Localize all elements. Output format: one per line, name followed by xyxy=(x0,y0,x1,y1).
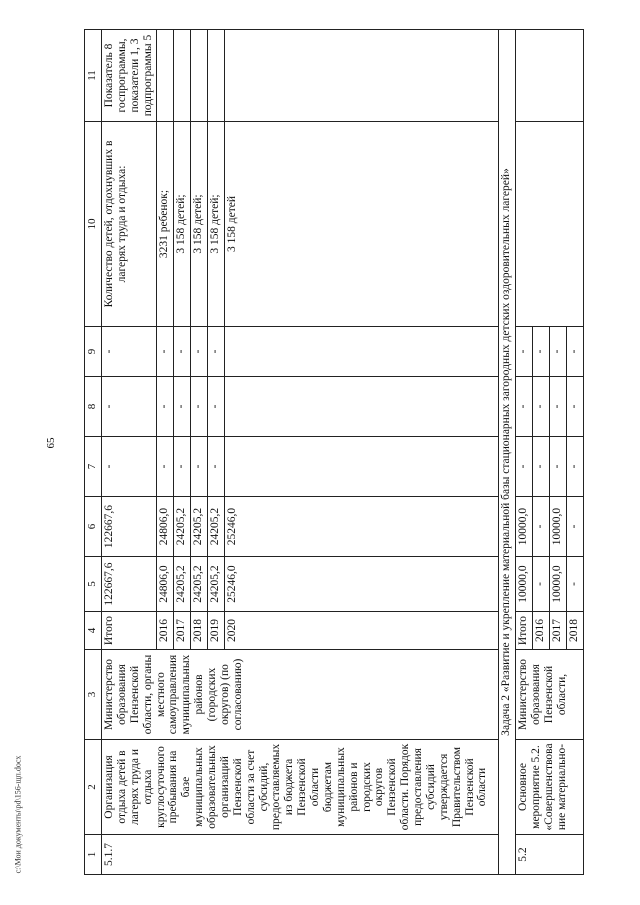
rotated-table-wrapper xyxy=(84,30,580,875)
total-label: Итого xyxy=(102,612,157,650)
row-number: 5.2 xyxy=(516,835,584,875)
header-cell: 5 xyxy=(85,557,102,612)
value-cell: 10000,0 xyxy=(516,497,533,557)
header-cell: 9 xyxy=(85,327,102,377)
value-cell: 24205,2 xyxy=(173,497,190,557)
indicator-cell: 3 158 детей; xyxy=(173,122,190,327)
value-cell: - xyxy=(516,437,533,497)
header-row xyxy=(85,30,102,875)
value-cell: - xyxy=(156,377,173,437)
year-cell: Итого xyxy=(516,612,533,650)
year-cell: 2017 xyxy=(173,612,190,650)
empty-cell xyxy=(224,30,241,122)
value-cell: - xyxy=(173,437,190,497)
value-cell: - xyxy=(516,377,533,437)
empty-cell xyxy=(241,377,499,437)
value-cell: - xyxy=(567,557,584,612)
year-cell: 2018 xyxy=(190,612,207,650)
empty-cell xyxy=(241,612,499,650)
indicator-cell: 3 158 детей; xyxy=(190,122,207,327)
footer-file-path: c:\Мои документы\pd\156-щп.docx xyxy=(13,755,23,874)
goal-reference: Показатель 8 госпрограммы, показатели 1, 3 подпрограммы 5 xyxy=(102,30,157,122)
value-cell: - xyxy=(550,377,567,437)
total-col8: - xyxy=(102,377,157,437)
empty-cell xyxy=(190,30,207,122)
indicator-cell: 3 158 детей; xyxy=(207,122,224,327)
value-cell: - xyxy=(533,437,550,497)
value-cell: 24806,0 xyxy=(156,497,173,557)
value-cell: - xyxy=(207,437,224,497)
value-cell xyxy=(224,437,241,497)
value-cell: - xyxy=(173,327,190,377)
value-cell: - xyxy=(190,327,207,377)
empty-cell xyxy=(241,557,499,612)
empty-cell xyxy=(241,327,499,377)
value-cell xyxy=(224,327,241,377)
value-cell xyxy=(224,377,241,437)
empty-cell xyxy=(156,30,173,122)
table-row xyxy=(102,30,157,875)
value-cell: 24806,0 xyxy=(156,557,173,612)
measure-name: Основное мероприятие 5.2. «Совершенствова ние материально- xyxy=(516,740,584,835)
table-sheet xyxy=(84,30,580,875)
value-cell: - xyxy=(550,327,567,377)
executor: Министерство образования Пензенской области, органы местного самоуправления муниципальных районов (городских округов) (по согласованию) xyxy=(102,650,499,740)
task-title: Задача 2 «Развитие и укрепление материальной базы стационарных загородных детских оздоровительных лагерей» xyxy=(499,30,516,875)
total-col7: - xyxy=(102,437,157,497)
empty-cell xyxy=(241,437,499,497)
empty-cell xyxy=(241,497,499,557)
indicator-head: Количество детей, отдохнувших в лагерях труда и отдыха: xyxy=(102,122,157,327)
program-table xyxy=(84,29,584,875)
table-row xyxy=(516,30,533,875)
indicator-cell: 3 158 детей xyxy=(224,122,241,327)
value-cell: - xyxy=(190,437,207,497)
value-cell: 25246,0 xyxy=(224,557,241,612)
header-cell: 10 xyxy=(85,122,102,327)
year-cell: 2016 xyxy=(533,612,550,650)
empty-cell xyxy=(241,30,499,122)
empty-cell xyxy=(516,30,584,122)
value-cell: - xyxy=(156,437,173,497)
header-cell: 6 xyxy=(85,497,102,557)
value-cell: - xyxy=(533,377,550,437)
indicator-cell: 3231 ребенок; xyxy=(156,122,173,327)
year-cell: 2018 xyxy=(567,612,584,650)
row-number: 5.1.7 xyxy=(102,835,499,875)
empty-cell xyxy=(241,122,499,327)
year-cell: 2020 xyxy=(224,612,241,650)
value-cell: 10000,0 xyxy=(550,497,567,557)
empty-cell xyxy=(207,30,224,122)
header-cell: 11 xyxy=(85,30,102,122)
header-cell: 7 xyxy=(85,437,102,497)
value-cell: - xyxy=(567,377,584,437)
value-cell: - xyxy=(533,497,550,557)
total-col6: 122667,6 xyxy=(102,497,157,557)
executor: Министерство образования Пензенской области, xyxy=(516,650,584,740)
page-number: 65 xyxy=(45,437,57,449)
task-row xyxy=(499,30,516,875)
header-cell: 2 xyxy=(85,740,102,835)
total-col9: - xyxy=(102,327,157,377)
empty-cell xyxy=(516,122,584,327)
value-cell: - xyxy=(516,327,533,377)
value-cell: - xyxy=(567,437,584,497)
value-cell: - xyxy=(156,327,173,377)
year-cell: 2019 xyxy=(207,612,224,650)
value-cell: - xyxy=(190,377,207,437)
value-cell: 24205,2 xyxy=(207,557,224,612)
value-cell: - xyxy=(207,327,224,377)
value-cell: 24205,2 xyxy=(190,497,207,557)
header-cell: 1 xyxy=(85,835,102,875)
value-cell: - xyxy=(533,327,550,377)
value-cell: - xyxy=(207,377,224,437)
year-cell: 2016 xyxy=(156,612,173,650)
value-cell: 24205,2 xyxy=(207,497,224,557)
value-cell: - xyxy=(533,557,550,612)
year-cell: 2017 xyxy=(550,612,567,650)
value-cell: 10000,0 xyxy=(550,557,567,612)
header-cell: 4 xyxy=(85,612,102,650)
header-cell: 8 xyxy=(85,377,102,437)
value-cell: - xyxy=(567,497,584,557)
empty-cell xyxy=(173,30,190,122)
value-cell: - xyxy=(567,327,584,377)
value-cell: 24205,2 xyxy=(173,557,190,612)
value-cell: 25246,0 xyxy=(224,497,241,557)
total-col5: 122667,6 xyxy=(102,557,157,612)
value-cell: 10000,0 xyxy=(516,557,533,612)
measure-name: Организация отдыха детей в лагерях труда и отдыха круглосуточного пребывания на базе муниципальных образовательных организаций Пензенской области за счет субсидий, предоставляемых из бюджета Пензенской области бюджетам муниципальных районов и городских округов Пензенской области. Порядок предоставления субсидий утверждается Правительством Пензенской области xyxy=(102,740,499,835)
value-cell: - xyxy=(173,377,190,437)
value-cell: - xyxy=(550,437,567,497)
value-cell: 24205,2 xyxy=(190,557,207,612)
header-cell: 3 xyxy=(85,650,102,740)
